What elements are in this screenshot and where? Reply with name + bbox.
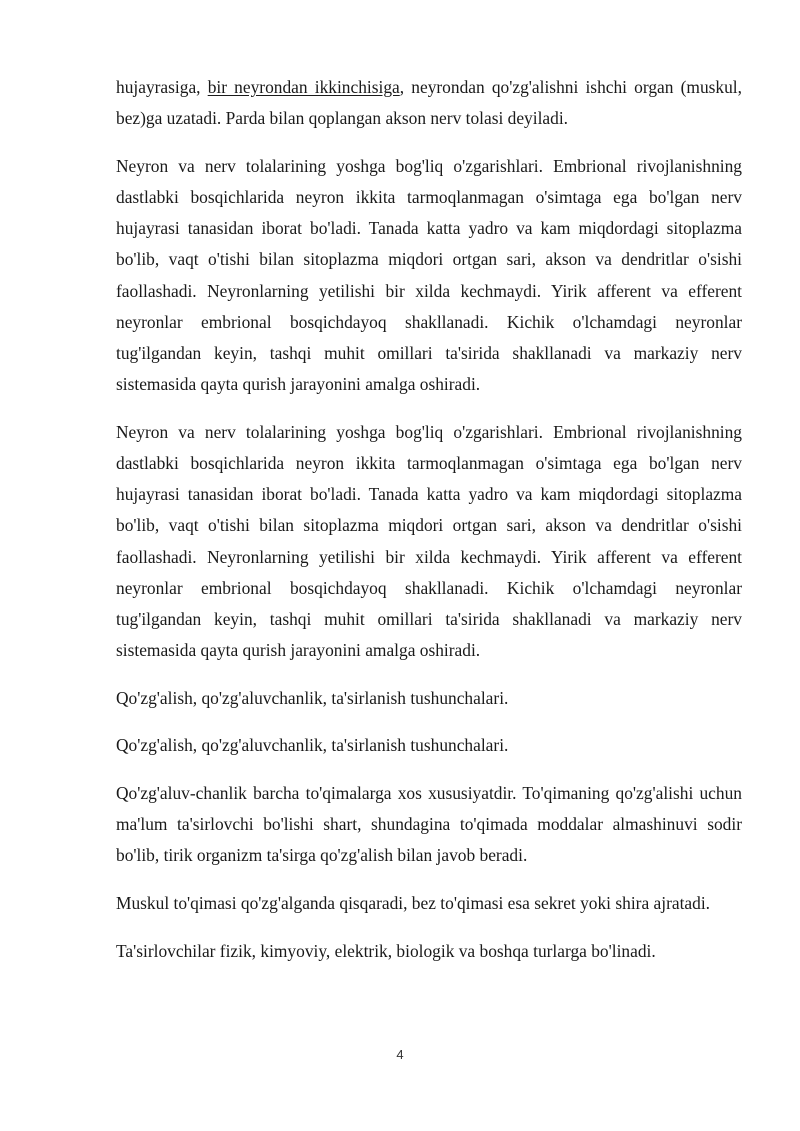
paragraph-3: Neyron va nerv tolalarining yoshga bog'liq o'zgarishlari. Embrional rivojlanishning dastlabki bosqichlarida neyron ikkita tarmoqlanmagan o'simtaga ega bo'lgan nerv hujayrasi tanasidan iborat bo'ladi. Tanada katta yadro va kam miqdordagi sitoplazma bo'lib, vaqt o'tishi bilan sitoplazma miqdori ortgan sari, akson va dendritlar o'sishi faollashadi. Neyronlarning yetilishi bir xilda kechmaydi. Yirik afferent va efferent neyronlar embrional bosqichdayoq shakllanadi. Kichik o'lchamdagi neyronlar tug'ilgandan keyin, tashqi muhit omillari ta'sirida shakllanadi va markaziy nerv sistemasida qayta qurish jarayonini amalga oshiradi. <box>116 421 742 661</box>
page-number: 4 <box>396 1047 404 1062</box>
paragraph-1 <box>116 72 742 134</box>
paragraph-7: Muskul to'qimasi qo'zg'alganda qisqaradi, bez to'qimasi esa sekret yoki shira ajratadi. <box>116 893 710 914</box>
paragraph-2: Neyron va nerv tolalarining yoshga bog'liq o'zgarishlari. Embrional rivojlanishning dastlabki bosqichlarida neyron ikkita tarmoqlanmagan o'simtaga ega bo'lgan nerv hujayrasi tanasidan iborat bo'ladi. Tanada katta yadro va kam miqdordagi sitoplazma bo'lib, vaqt o'tishi bilan sitoplazma miqdori ortgan sari, akson va dendritlar o'sishi faollashadi. Neyronlarning yetilishi bir xilda kechmaydi. Yirik afferent va efferent neyronlar embrional bosqichdayoq shakllanadi. Kichik o'lchamdagi neyronlar tug'ilgandan keyin, tashqi muhit omillari ta'sirida shakllanadi va markaziy nerv sistemasida qayta qurish jarayonini amalga oshiradi. <box>116 155 742 395</box>
paragraph-8: Ta'sirlovchilar fizik, kimyoviy, elektrik, biologik va boshqa turlarga bo'linadi. <box>116 940 656 961</box>
hyperlink[interactable]: bir neyrondan ikkinchisiga <box>207 77 400 97</box>
paragraph-1-text-before: hujayrasiga, <box>116 77 208 97</box>
paragraph-6: Qo'zg'aluv-chanlik barcha to'qimalarga xos xususiyatdir. To'qimaning qo'zg'alishi uchun ma'lum ta'sirlovchi bo'lishi shart, shundagina to'qimada moddalar almashinuvi sodir bo'lib, tirik organizm ta'sirga qo'zg'alish bilan javob beradi. <box>116 783 742 866</box>
paragraph-5: Qo'zg'alish, qo'zg'aluvchanlik, ta'sirlanish tushunchalari. <box>116 735 509 756</box>
document-body <box>116 72 742 983</box>
paragraph-1-text-after: , neyrondan qo'zg'alishni ishchi organ (muskul, bez)ga uzatadi. Parda bilan qoplangan akson nerv tolasi deyiladi. <box>116 77 742 129</box>
paragraph-4: Qo'zg'alish, qo'zg'aluvchanlik, ta'sirlanish tushunchalari. <box>116 687 509 708</box>
